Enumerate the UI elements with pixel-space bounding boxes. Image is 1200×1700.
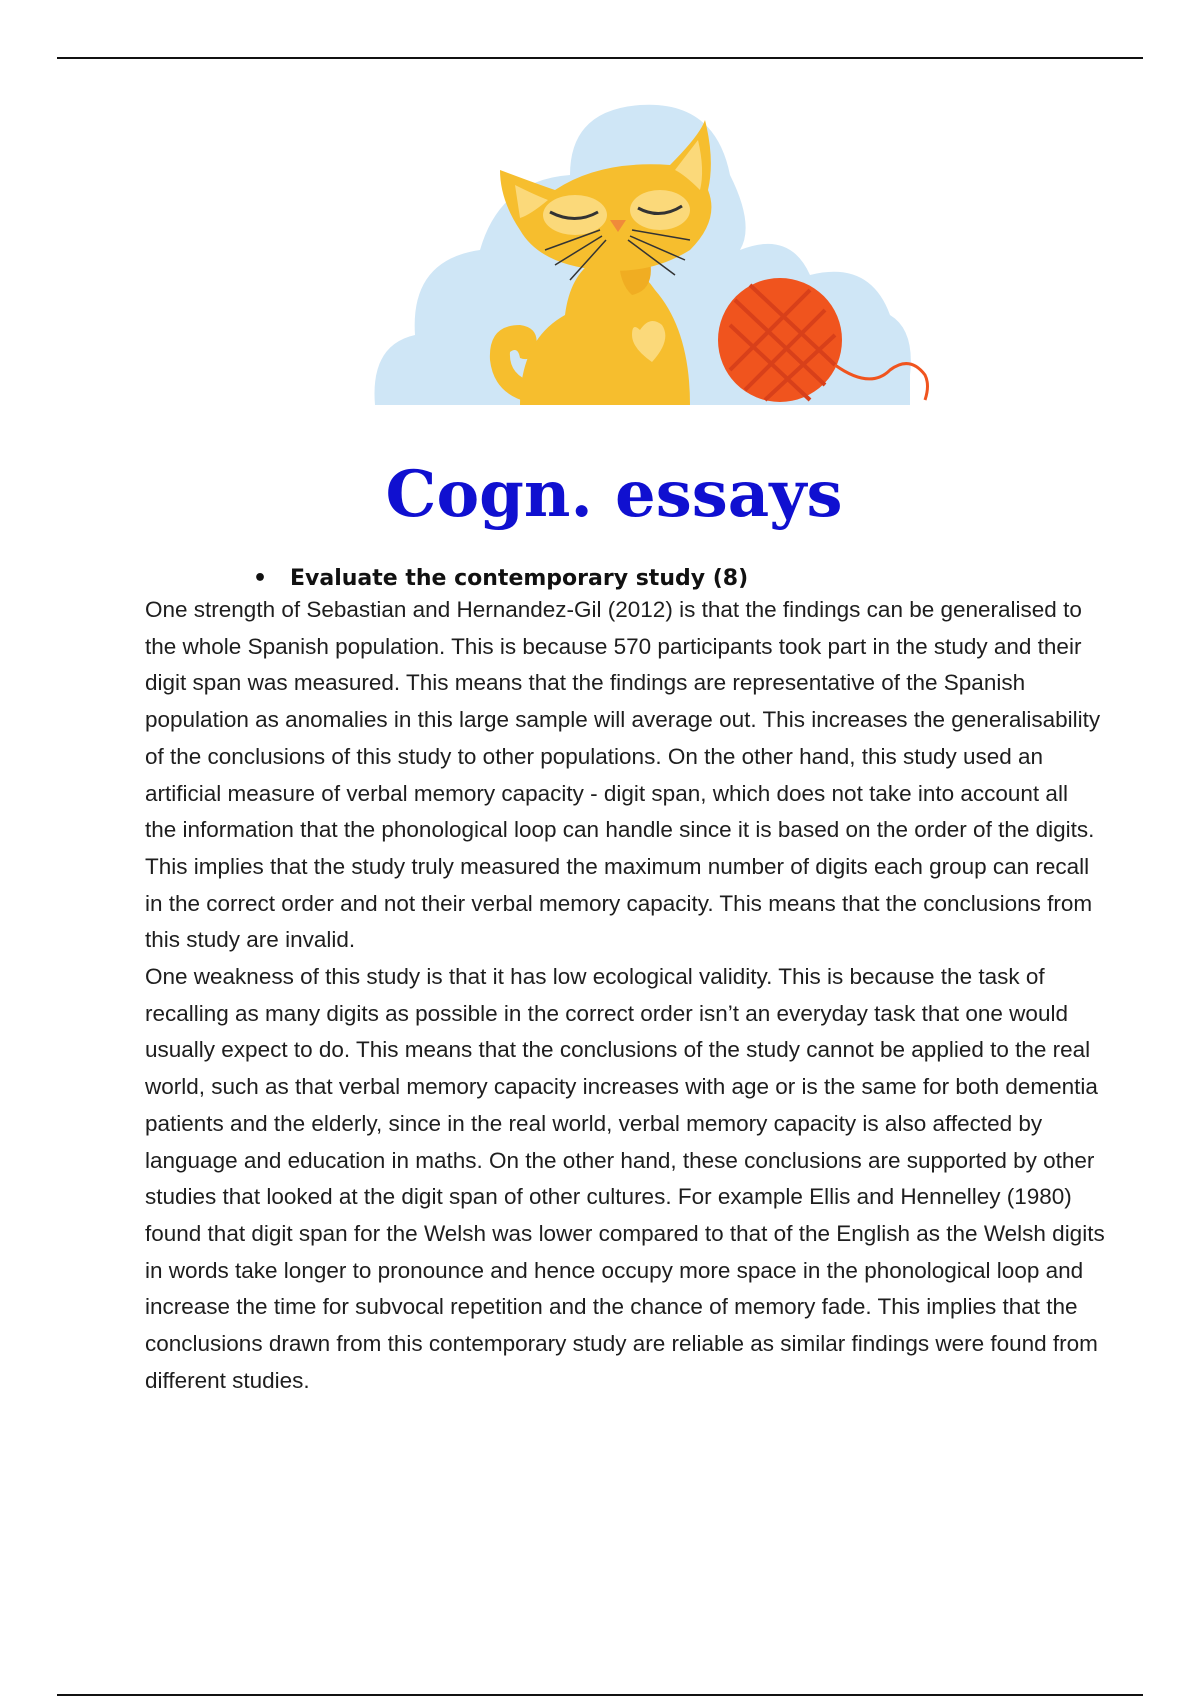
top-rule (57, 57, 1143, 59)
bullet-icon: • (253, 566, 268, 591)
cat-with-yarn-illustration (370, 100, 940, 420)
question-text: Evaluate the contemporary study (8) (290, 566, 749, 591)
bottom-rule (57, 1694, 1143, 1696)
question-item (253, 563, 748, 595)
essay-paragraph: One strength of Sebastian and Hernandez-Gil (2012) is that the findings can be generalised to the whole Spanish population. This is because 570 participants took part in the study and their digit span was measured. This means that the findings are representative of the Spanish population as anomalies in this large sample will average out. This increases the generalisability of the conclusions of this study to other populations. On the other hand, this study used an artificial measure of verbal memory capacity - digit span, which does not take into account all the information that the phonological loop can handle since it is based on the order of the digits. This implies that the study truly measured the maximum number of digits each group can recall in the correct order and not their verbal memory capacity. This means that the conclusions from this study are invalid. (145, 597, 1101, 953)
page-title: Cogn. essays (385, 457, 843, 532)
question-list (253, 563, 748, 595)
essay-paragraph: One weakness of this study is that it has low ecological validity. This is because the task of recalling as many digits as possible in the correct order isn’t an everyday task that one would usually expect to do. This means that the conclusions of the study cannot be applied to the real world, such as that verbal memory capacity increases with age or is the same for both dementia patients and the elderly, since in the real world, verbal memory capacity is also affected by language and education in maths. On the other hand, these conclusions are supported by other studies that looked at the digit span of other cultures. For example Ellis and Hennelley (1980) found that digit span for the Welsh was lower compared to that of the English as the Welsh digits in words take longer to pronounce and hence occupy more space in the phonological loop and increase the time for subvocal repetition and the chance of memory fade. This implies that the conclusions drawn from this contemporary study are reliable as similar findings were found from different studies. (145, 964, 1105, 1393)
essay-body (145, 592, 1105, 1399)
